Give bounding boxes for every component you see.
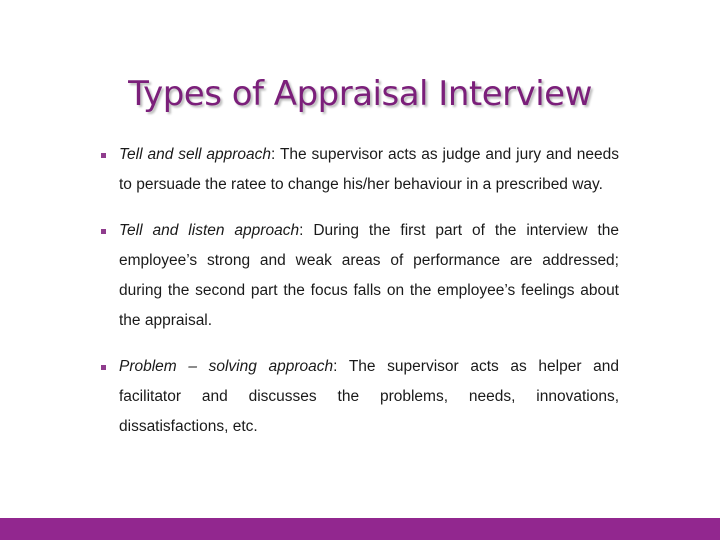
square-bullet-icon <box>101 229 106 234</box>
bullet-text: : The supervisor acts as judge and jury and needs to persuade the ratee to change his/her behaviour in a prescribed way. <box>119 146 619 193</box>
bullet-text: : The supervisor acts as helper and facilitator and discusses the problems, needs, innovations, dissatisfactions, etc. <box>119 358 619 435</box>
slide-title: Types of Appraisal Interview <box>128 74 592 114</box>
footer-accent-bar <box>0 518 720 540</box>
bullet-item-problem-solving <box>114 352 619 442</box>
bullet-term: Tell and listen approach <box>119 222 300 239</box>
bullet-text: : During the first part of the interview the employee’s strong and weak areas of performance are addressed; during the second part the focus falls on the employee’s feelings about the appraisal. <box>119 222 620 329</box>
bullet-item-tell-and-listen <box>114 216 619 336</box>
square-bullet-icon <box>101 365 106 370</box>
bullet-list <box>114 140 619 458</box>
bullet-term: Tell and sell approach <box>119 146 272 163</box>
bullet-term: Problem – solving approach <box>119 358 334 375</box>
bullet-item-tell-and-sell <box>114 140 619 200</box>
square-bullet-icon <box>101 153 106 158</box>
